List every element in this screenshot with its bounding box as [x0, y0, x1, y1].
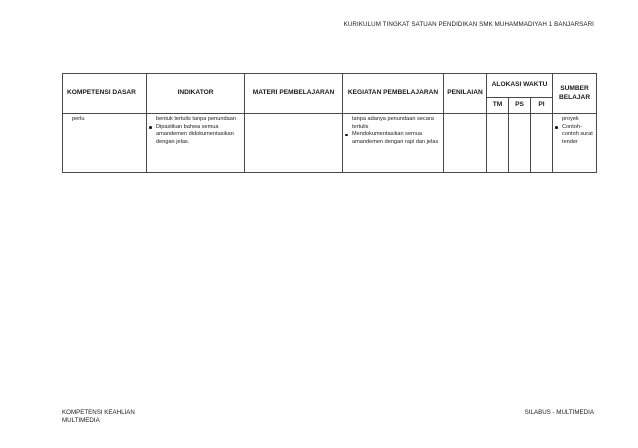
col-header-kegiatan-pembelajaran: KEGIATAN PEMBELAJARAN — [343, 74, 444, 114]
indikator-bullet-list — [147, 124, 244, 147]
sumber-bullet-list — [553, 124, 596, 147]
cell-tm — [487, 114, 509, 173]
col-header-ps: PS — [509, 98, 531, 114]
cell-kegiatan — [343, 114, 444, 173]
col-header-kompetensi-dasar: KOMPETENSI DASAR — [63, 74, 147, 114]
sumber-intro: proyek — [562, 116, 579, 122]
page-header-title: KURIKULUM TINGKAT SATUAN PENDIDIKAN SMK MUHAMMADIYAH 1 BANJARSARI — [343, 21, 594, 28]
table-row — [63, 114, 597, 173]
footer-program-line2: MULTIMEDIA — [62, 417, 100, 425]
kegiatan-intro: tanpa adanya penundaan secara tertulis — [352, 116, 434, 130]
cell-ps — [509, 114, 531, 173]
col-header-pi: PI — [531, 98, 553, 114]
footer-left — [62, 409, 135, 426]
col-header-penilaian: PENILAIAN — [444, 74, 487, 114]
cell-sumber-belajar — [553, 114, 597, 173]
list-item: Contoh-contoh surat tender — [562, 124, 596, 147]
cell-pi — [531, 114, 553, 173]
list-item: Mendokumentasikan semua amandemen dengan rapi dan jelas — [352, 131, 443, 146]
kompetensi-dasar-text: perlu — [72, 116, 85, 122]
col-header-materi-pembelajaran: MATERI PEMBELAJARAN — [245, 74, 343, 114]
kegiatan-bullet-list — [343, 131, 443, 146]
cell-indikator — [147, 114, 245, 173]
cell-penilaian — [444, 114, 487, 173]
col-header-indikator: INDIKATOR — [147, 74, 245, 114]
col-header-alokasi-waktu: ALOKASI WAKTU — [487, 74, 553, 98]
cell-materi — [245, 114, 343, 173]
footer-right: SILABUS - MULTIMEDIA — [524, 409, 594, 416]
footer-program-line1: KOMPETENSI KEAHLIAN — [62, 409, 135, 416]
indikator-intro: bentuk tertulis tanpa penundaan — [156, 116, 236, 122]
col-header-tm: TM — [487, 98, 509, 114]
syllabus-table — [62, 73, 597, 173]
col-header-sumber-belajar: SUMBER BELAJAR — [553, 74, 597, 114]
cell-kompetensi-dasar — [63, 114, 147, 173]
list-item: Dipastikan bahwa semua amandemen didokumentasikan dengan jelas. — [156, 124, 244, 147]
